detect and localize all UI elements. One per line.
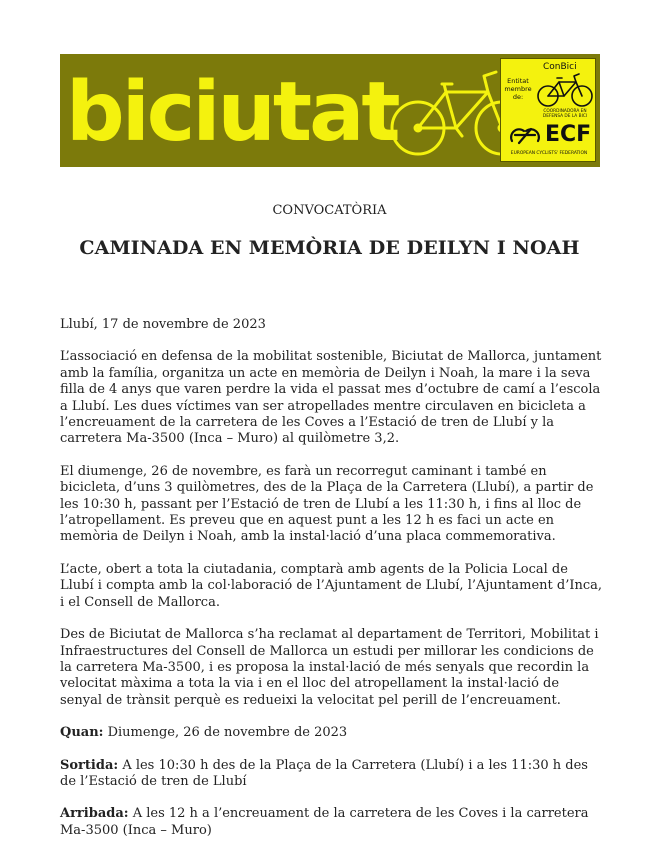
paragraph-demands: Des de Biciutat de Mallorca s’ha reclamat al departament de Territori, Mobilitat i Infraestructures del Consell de Mallorca un estudi per millorar les condicions de la carretera Ma-3500, i es proposa la instal·lació de més senyals que recordin la velocitat màxima a tota la via i en el lloc del atropellament la instal·lació de senyal de trànsit perquè es redueixi la velocitat pel perill de l’encreuament. — [60, 627, 599, 708]
biciutat-logo: biciutat — [66, 65, 398, 160]
detail-departure — [60, 758, 605, 791]
dateline: Llubí, 17 de novembre de 2023 — [60, 317, 266, 332]
detail-arrival-value: A les 12 h a l’encreuament de la carretera de les Coves i la carretera Ma-3500 (Inca – Muro) — [60, 806, 589, 838]
paragraph-route: El diumenge, 26 de novembre, es farà un recorregut caminant i també en bicicleta, d’uns 3 quilòmetres, des de la Plaça de la Carretera (Llubí), a partir de les 10:30 h, passant per l’Estació de tren de Llubí a les 11:30 h, i fins al lloc de l’atropellament. Es preveu que en aquest punt a les 12 h es faci un acte en memòria de Deilyn i Noah, amb la instal·lació d’una placa commemorativa. — [60, 463, 594, 545]
ecf-bicycle-icon — [509, 123, 541, 147]
ecf-name: ECF — [545, 122, 592, 147]
ecf-subtitle: EUROPEAN CYCLISTS' FEDERATION — [510, 151, 588, 156]
paragraph-intro: L’associació en defensa de la mobilitat sostenible, Biciutat de Mallorca, juntament amb la família, organitza un acte en memòria de Deilyn i Noah, la mare i la seva filla de 4 anys que varen perdre la vida el passat mes d’octubre de camí a l’escola a Llubí. Les dues víctimes van ser atropellades mentre circulaven en bicicleta a l’encreuament de la carretera de les Coves a l’Estació de tren de Llubí y la carretera Ma-3500 (Inca – Muro) al quilòmetre 3,2. — [60, 349, 602, 447]
document-body — [60, 317, 605, 855]
document-kicker: CONVOCATÒRIA — [272, 203, 387, 218]
header-banner — [60, 54, 600, 167]
detail-when-value: Diumenge, 26 de novembre de 2023 — [107, 725, 348, 741]
conbici-name: ConBici — [543, 62, 577, 72]
membership-badge — [500, 58, 596, 162]
paragraph-participation: L’acte, obert a tota la ciutadania, comptarà amb agents de la Policia Local de Llubí i compta amb la col·laboració de l’Ajuntament de Llubí, l’Ajuntament d’Inca, i el Consell de Mallorca. — [60, 561, 603, 610]
detail-departure-value: A les 10:30 h des de la Plaça de la Carretera (Llubí) i a les 11:30 h des de l’Estació de tren de Llubí — [60, 757, 588, 789]
detail-when-label: Quan: — [60, 725, 104, 741]
conbici-bicycle-icon — [535, 72, 595, 108]
entitat-label: Entitat membre de: — [504, 77, 532, 101]
detail-arrival — [60, 806, 605, 839]
detail-departure-label: Sortida: — [60, 757, 119, 773]
detail-when — [60, 725, 605, 741]
conbici-subtitle: COORDINADORA EN DEFENSA DE LA BICI — [542, 109, 588, 119]
document-title: CAMINADA EN MEMÒRIA DE DEILYN I NOAH — [79, 237, 580, 259]
detail-arrival-label: Arribada: — [60, 806, 129, 822]
